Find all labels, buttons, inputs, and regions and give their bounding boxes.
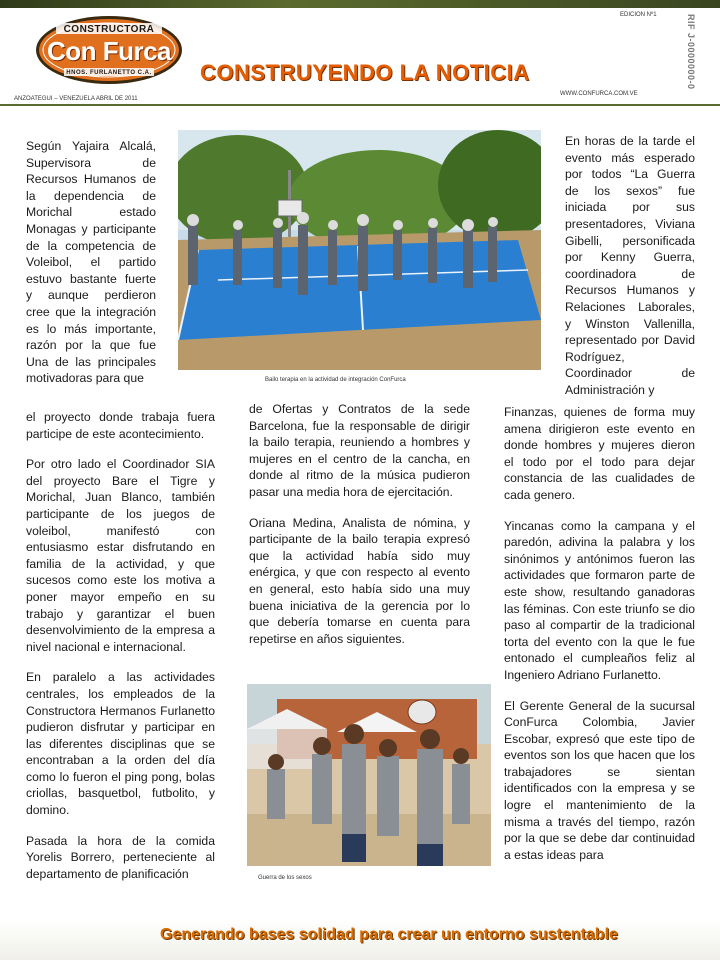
footer (0, 920, 720, 960)
col1-paragraph-1: el proyecto donde trabaja fuera participe de este acontecimiento. (26, 410, 215, 441)
article-col2 (249, 401, 470, 661)
confurca-logo (34, 14, 184, 86)
col1-paragraph-4: Pasada la hora de la comida Yorelis Borrero, perteneciente al departamento de planificación (26, 833, 215, 881)
photo1-caption: Bailo terapia en la actividad de integración ConFurca (265, 377, 406, 383)
col1-paragraph-2: Por otro lado el Coordinador SIA del proyecto Bare el Tigre y Morichal, Juan Blanco, también participante de los juegos de voleibol, manifestó con entusiasmo estar disfrutando en familia de la actividad, y que sucesos como este los motiva a poner mayor empeño en su trabajo y garantizar el buen desenvolvimiento de la empresa a nivel nacional e internacional. (26, 457, 215, 654)
header-top-bar (0, 0, 720, 8)
photo-guerra-sexos (247, 684, 491, 866)
col2-paragraph-2: Oriana Medina, Analista de nómina, y participante de la bailo terapia expresó que la actividad había sido muy enérgica, y que con respecto al evento en general, esto había sido una muy buena iniciativa de la gerencia por lo que debería tomarse en cuenta para repetirse en años siguientes. (249, 515, 470, 646)
battle-of-sexes-image (247, 684, 491, 866)
location-date: ANZOATEGUI – VENEZUELA ABRIL DE 2011 (14, 96, 138, 102)
header-divider (0, 104, 720, 106)
col3-paragraph-3: El Gerente General de la sucursal ConFurca Colombia, Javier Escobar, expresó que este tipo de eventos son los que hacen que los trabajadores se sientan identificados con la empresa y se logre el mantenimiento de la misma a través del tiempo, razón por la que se debe dar continuidad a estas ideas para (504, 698, 695, 862)
article-col1 (26, 409, 215, 896)
logo-main-text: Con Furca (46, 36, 172, 66)
dance-therapy-image (178, 130, 541, 370)
col3-paragraph-2: Yincanas como la campana y el paredón, adivina la palabra y los sinónimos y antónimos fueron las actividades que formaron parte de este show, resultando ganadoras las féminas. Con este triunfo se dio paso al compartir de la tradicional torta del evento con la que le fue entonado el cumpleaños feliz al Ingeniero Adriano Furlanetto. (504, 518, 695, 682)
website-link[interactable]: WWW.CONFURCA.COM.VE (560, 91, 638, 97)
col3-top-paragraph: En horas de la tarde el evento más esperado por todos “La Guerra de los sexos” fue iniciada por sus presentadores, Viviana Gibelli, personificada por Kenny Guerra, coordinadora de Recursos Humanos y Relaciones Laborales, y Winston Vallenilla, representado por David Rodríguez, Coordinador de Administración y (565, 134, 695, 397)
edition-label: EDICION Nº1 (620, 12, 657, 18)
article-col3-top (565, 133, 695, 399)
article-col1-top (26, 138, 156, 387)
photo2-caption: Guerra de los sexos (258, 875, 312, 881)
col1-paragraph-3: En paralelo a las actividades centrales, los empleados de la Constructora Hermanos Furlanetto pudieron disfrutar y participar en las diferentes disciplinas que se encontraban a la orden del día como lo fueron el ping pong, bolas criollas, basquetbol, futbolito, y domino. (26, 670, 215, 818)
logo-top-text: CONSTRUCTORA (63, 24, 155, 35)
rif-label: RIF J-0000000-0 (686, 14, 696, 90)
photo-bailo-terapia (178, 130, 541, 370)
newsletter-title: CONSTRUYENDO LA NOTICIA (200, 60, 530, 85)
masthead (0, 0, 720, 108)
col1-top-paragraph: Según Yajaira Alcalá, Supervisora de Recursos Humanos de la dependencia de Morichal estado Monagas y participante de la competencia de Voleibol, el partido estuvo bastante fuerte y aunque perdieron cree que la integración es lo más importante, razón por la que fue Una de las principales motivadoras para que (26, 139, 156, 386)
col3-paragraph-1: Finanzas, quienes de forma muy amena dirigieron este evento en donde hombres y mujeres dieron el todo por el todo para dejar constancia de las cualidades de cada genero. (504, 405, 695, 502)
col2-paragraph-1: de Ofertas y Contratos de la sede Barcelona, fue la responsable de dirigir la bailo terapia, reuniendo a hombres y mujeres en el centro de la cancha, en donde al ritmo de la música pudieron pasar una media hora de ejercitación. (249, 402, 470, 499)
footer-slogan: Generando bases solidad para crear un entorno sustentable (160, 926, 618, 943)
article-col3 (504, 404, 695, 877)
logo-bottom-text: HNOS. FURLANETTO C.A. (66, 70, 152, 76)
